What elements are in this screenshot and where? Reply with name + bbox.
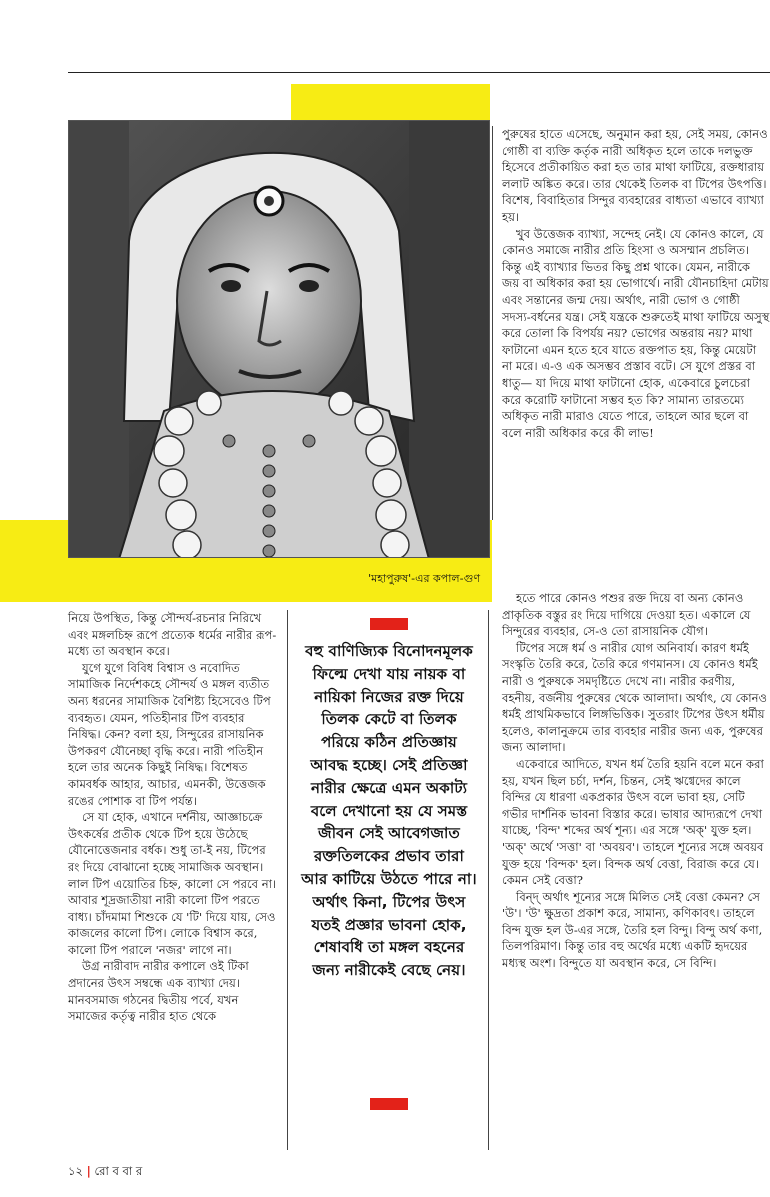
top-rule (68, 72, 770, 73)
article-column-right-bottom (502, 590, 770, 972)
column-divider (287, 610, 288, 1150)
paragraph: খুব উত্তেজক ব্যাখ্যা, সন্দেহ নেই। যে কোনও কালে, যে কোনও সমাজে নারীর প্রতি হিংসা ও অসম্মান প্রচলিত। কিন্তু এই ব্যাখ্যার ভিতর কিছু প্রশ্ন থাকে। যেমন, নারীকে জয় বা অধিকার করা হয় ভোগার্থে। নারী যৌনচাহিদা মেটায় এবং সন্তানের জন্ম দেয়। অর্থাৎ, নারী ভোগ ও গোষ্ঠী সদস্য-বর্ধনের যন্ত্র। সেই যন্ত্রকে শুরুতেই মাথা ফাটিয়ে অসুস্থ করে তোলা কি বিপর্যয় নয়? ভোগের অন্তরায় নয়? মাথা ফাটানো এমন হতে হবে যাতে রক্তপাত হয়, কিন্তু মেয়েটা না মরে। এ-ও এক অসম্ভব প্রস্তাব বটে। সে যুগে প্রস্তর বা ধাতু— যা দিয়ে মাথা ফাটানো হোক, একেবারে চুলচেরা করে করোটি ফাটানো সম্ভব হত কি? সামান্য তারতম্যে অধিকৃত নারী মারাও যেতে পারে, তাহলে আর ছলে বা বলে নারী অধিকার করে কী লাভ! (502, 226, 770, 440)
paragraph: উগ্র নারীবাদ নারীর কপালে ওই টিকা প্রদানের উৎস সম্বন্ধে এক ব্যাখ্যা দেয়। মানবসমাজ গঠনের দ্বিতীয় পর্বে, যখন সমাজের কর্তৃত্ব নারীর হাত থেকে (68, 959, 249, 1024)
paragraph: সে যা হোক, এখানে দর্শনীয়, আজ্ঞাচক্রে উৎকর্ষের প্রতীক থেকে টিপ হয়ে উঠেছে যৌনোত্তেজনার বর্ধক। শুধু তা-ই নয়, টিপের রং দিয়ে বোঝানো হচ্ছে সামাজিক অবস্থান। লাল টিপ এয়োতির চিহ্ন, কালো সে পরবে না। আবার শূদ্রজাতীয়া নারী কালো টিপ পরতে বাধ্য। চাঁদমামা শিশুকে যে 'টি' দিয়ে যায়, সেও কাজলের কালো টিপ। লোকে বিশ্বাস করে, কালো টিপ পরালে 'নজর' লাগে না। (68, 810, 277, 957)
page-footer (68, 1163, 142, 1182)
pull-quote-bottom-bar (370, 1098, 408, 1110)
paragraph: হতে পারে কোনও পশুর রক্ত দিয়ে বা অন্য কোনও প্রাকৃতিক বস্তুর রং দিয়ে দাগিয়ে দেওয়া হত। একালে যে সিন্দুরের ব্যবহার, সে-ও তো রাসায়নিক যৌগ। (502, 591, 751, 639)
publication-name: রো ব বা র (94, 1164, 143, 1178)
article-photo (68, 120, 490, 558)
paragraph: টিপের সঙ্গে ধর্ম ও নারীর যোগ অনিবার্য। কারণ ধর্মই সংস্কৃতি তৈরি করে, তৈরি করে গণমানস। যে কোনও ধর্মই নারী ও পুরুষকে সমদৃষ্টিতে দেখে না। নারীর করণীয়, বহনীয়, বর্জনীয় পুরুষের থেকে আলাদা। অর্থাৎ, যে কোনও ধর্মই প্রাথমিকভাবে লিঙ্গভিত্তিক। সুতরাং টিপের উৎস ধর্মীয় হলেও, কালানুক্রমে তার ব্যবহার নারীর জন্য এক, পুরুষের জন্য আলাদা। (502, 640, 768, 755)
footer-separator: | (86, 1164, 91, 1178)
page-number: ১২ (68, 1164, 83, 1178)
article-column-left (68, 610, 278, 1025)
photo-caption: 'মহাপুরুষ'-এর কপাল-গুণ (368, 572, 480, 585)
column-divider (492, 126, 493, 520)
pull-quote-top-bar (370, 618, 408, 630)
paragraph: একেবারে আদিতে, যখন ধর্ম তৈরি হয়নি বলে মনে করা হয়, যখন ছিল চর্চা, দর্শন, চিন্তন, সেই ঋগ্বেদের কালে বিন্দির যে ধারণা একপ্রকার উৎস বলে ভাবা হয়, সেটি গভীর দার্শনিক ভাবনা বিস্তার করে। ভাষার আদ্যরূপে দেখা যাচ্ছে, 'বিন্দ' শব্দের অর্থ শূন্য। এর সঙ্গে 'অক্' যুক্ত হল। 'অক্' অর্থে 'সত্তা' বা 'অবয়ব'। তাহলে শূন্যের সঙ্গে অবয়ব যুক্ত হয়ে 'বিন্দক' হল। বিন্দক অর্থ বেত্তা, বিরাজ করে যে। কেমন সেই বেত্তা? (502, 756, 764, 888)
paragraph: নিয়ে উপস্থিত, কিন্তু সৌন্দর্য-রচনার নিরিখে এবং মঙ্গলচিহ্ন রূপে প্রত্যেক ধর্মের নারীর রূপ-মধ্যে তা অবস্থান করে। (68, 611, 277, 659)
paragraph: যুগে যুগে বিবিধ বিশ্বাস ও নবোদিত সামাজিক নির্দেশকহে সৌন্দর্য ও মঙ্গল ব্যতীত অন্য ধরনের সামাজিক বৈশিষ্ট্য হিসেবেও টিপ ব্যবহৃত। যেমন, পতিহীনার টিপ ব্যবহার নিষিদ্ধ। কেন? বলা হয়, সিন্দুরের রাসায়নিক উপকরণ যৌনেচ্ছা বৃদ্ধি করে। নারী পতিহীন হলে তার অনেক কিছুই নিষিদ্ধ। বিশেষত কামবর্ধক আহার, আচার, এমনকী, উত্তেজক রঙের পোশাক বা টিপ পর্যন্ত। (68, 660, 271, 808)
paragraph: বিন্দ্ অর্থাৎ শূন্যের সঙ্গে মিলিত সেই বেত্তা কেমন? সে 'উ'। 'উ' ক্ষুদ্রতা প্রকাশ করে, সামান্য, কণিকাবৎ। তাহলে বিন্দ যুক্ত হল উ-এর সঙ্গে, তৈরি হল বিন্দু। বিন্দু অর্থ কণা, তিলপরিমাণ। কিন্তু তার বহু অর্থের মধ্যে একটি হৃদয়ের মধ্যস্থ অংশ। বিন্দুতে যা অবস্থান করে, সে বিন্দি। (502, 889, 763, 971)
column-divider (488, 610, 489, 1150)
paragraph: পুরুষের হাতে এসেছে, অনুমান করা হয়, সেই সময়, কোনও গোষ্ঠী বা ব্যক্তি কর্তৃক নারী অধিকৃত হলে তাকে দলভুক্ত হিসেবে প্রতীকায়িত করা হত তার মাথা ফাটিয়ে, রক্তধারায় ললাট অঙ্কিত করে। তার থেকেই তিলক বা টিপের উৎপত্তি। বিশেষ, বিবাহিতার সিন্দুর ব্যবহারের বাধ্যতা এভাবে ব্যাখ্যা হয়। (502, 127, 768, 224)
article-column-right-top (502, 126, 770, 441)
pull-quote: বহু বাণিজ্যিক বিনোদনমূলক ফিল্মে দেখা যায় নায়ক বা নায়িকা নিজের রক্ত দিয়ে তিলক কেটে বা তিলক পরিয়ে কঠিন প্রতিজ্ঞায় আবদ্ধ হচ্ছে। সেই প্রতিজ্ঞা নারীর ক্ষেত্রে এমন অকাট্য বলে দেখানো হয় যে সমস্ত জীবন সেই আবেগজাত রক্ততিলকের প্রভাব তারা আর কাটিয়ে উঠতে পারে না। অর্থাৎ কিনা, টিপের উৎস যতই প্রজ্ঞার ভাবনা হোক, শেষাবধি তা মঙ্গল বহনের জন্য নারীকেই বেছে নেয়। (301, 642, 477, 980)
portrait-illustration (69, 121, 490, 558)
